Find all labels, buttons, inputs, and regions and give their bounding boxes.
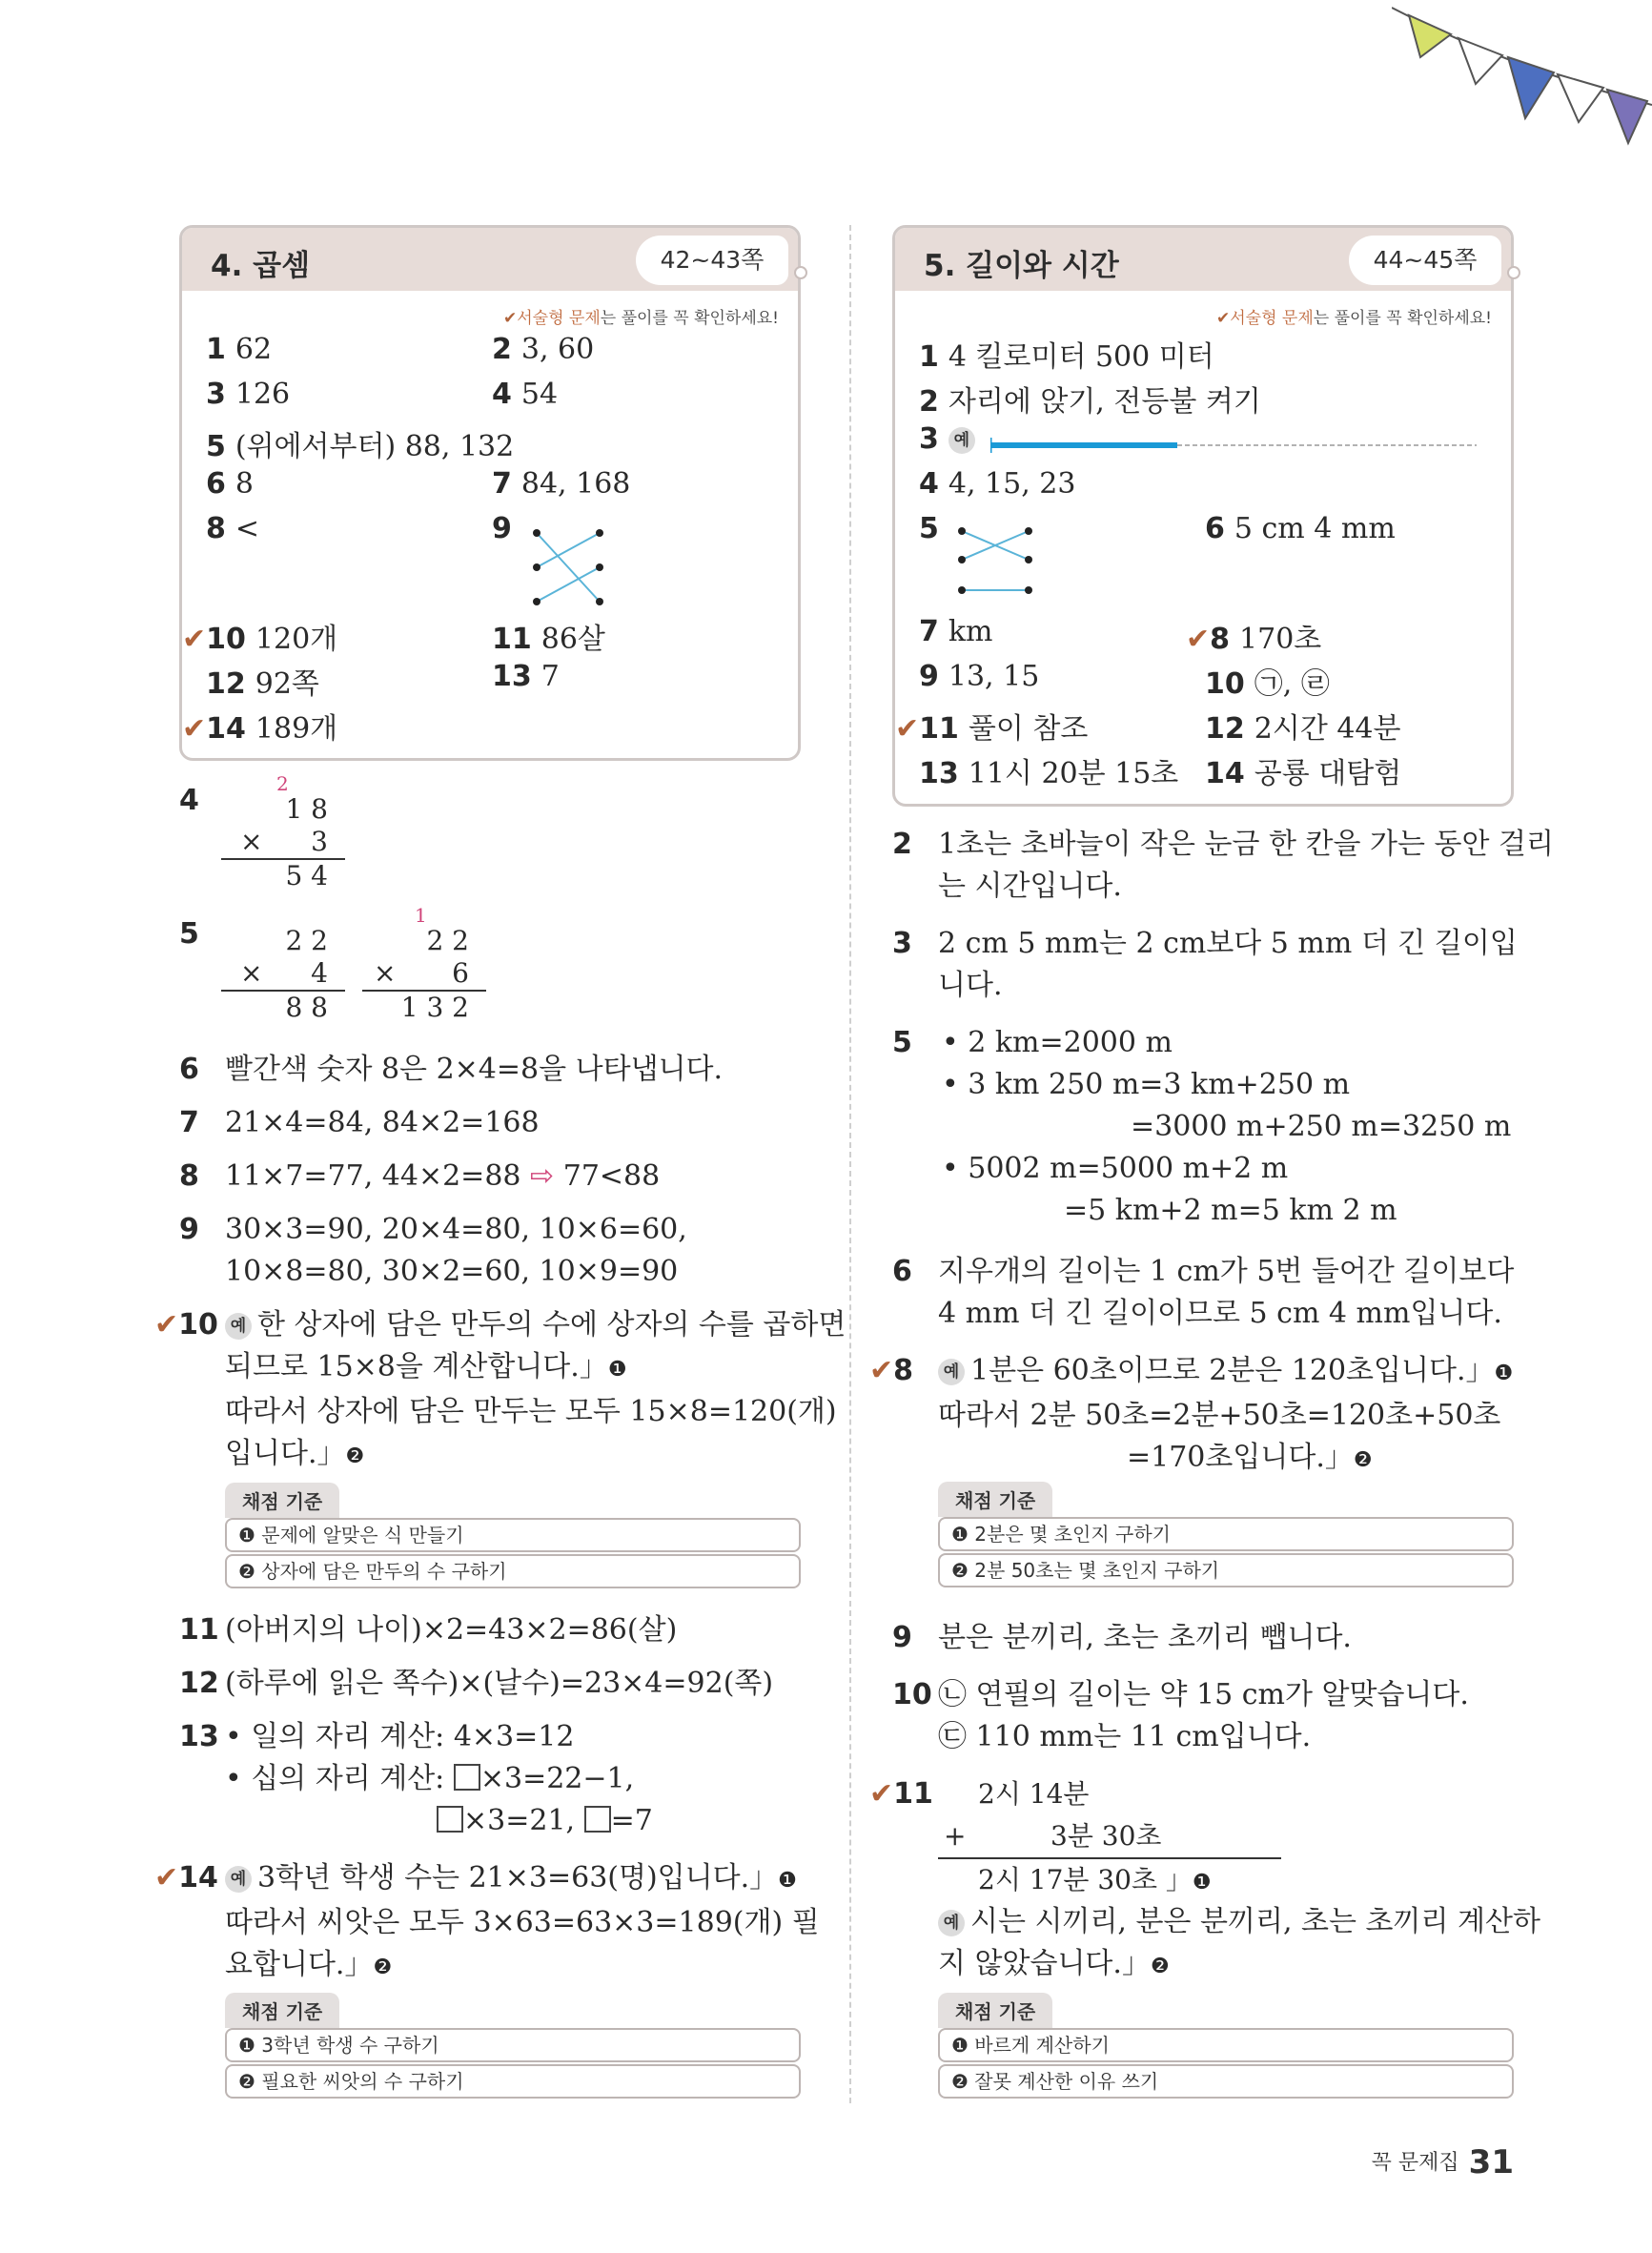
answer-9: 9 13, 15 xyxy=(919,660,1040,693)
solution-10: 10 ㉡ 연필의 길이는 약 15 cm가 알맞습니다. ㉢ 110 mm는 11 cm입니다. xyxy=(892,1678,1469,1753)
book-name: 꼭 문제집 xyxy=(1371,2151,1459,2175)
flag-white xyxy=(1458,38,1502,84)
solution-7: 7 21×4=84, 84×2=168 xyxy=(179,1106,540,1139)
solution-6: 6 지우개의 길이는 1 cm가 5번 들어간 길이보다 4 mm 더 긴 길이이므로 5 cm 4 mm입니다. xyxy=(892,1255,1515,1330)
answer-3: 3 예 xyxy=(919,422,981,456)
answer-7: 7 84, 168 xyxy=(492,467,631,501)
matching-diagram xyxy=(952,522,1038,598)
answer-8: ✔8 170초 xyxy=(1186,623,1322,656)
answer-2: 2 3, 60 xyxy=(492,333,595,366)
solution-11-calc: 2시 14분 + 3분 30초 2시 17분 30초 」❶ xyxy=(938,1773,1195,1904)
grading-table-10: 채점 기준 ❶ 문제에 알맞은 식 만들기 ❷ 상자에 담은 만두의 수 구하기 xyxy=(225,1483,801,1590)
grade-row-2: ❷ 잘못 계산한 이유 쓰기 xyxy=(938,2064,1514,2099)
box-title: 5. 길이와 시간 xyxy=(924,249,1119,283)
answer-7: 7 km xyxy=(919,615,993,648)
solution-6: 6 빨간색 숫자 8은 2×4=8을 나타냅니다. xyxy=(179,1053,724,1086)
grade-row-2: ❷ 2분 50초는 몇 초인지 구하기 xyxy=(938,1553,1514,1587)
box-header xyxy=(182,228,798,291)
answer-10: 10 ㉠, ㉣ xyxy=(1205,667,1330,701)
column-divider xyxy=(849,225,851,2103)
header-ring xyxy=(794,266,807,279)
answer-11: ✔11 풀이 참조 xyxy=(895,712,1089,746)
page-footer xyxy=(1372,2143,1514,2181)
answer-box-length-time xyxy=(892,225,1514,807)
answer-5: 5 (위에서부터) 88, 132 xyxy=(206,430,515,463)
grade-row-2: ❷ 상자에 담은 만두의 수 구하기 xyxy=(225,1554,801,1588)
answer-13: 13 7 xyxy=(492,660,560,693)
solution-4-calc: 2 1 8 × 3 5 4 xyxy=(221,774,345,892)
answer-13: 13 11시 20분 15초 xyxy=(919,757,1179,790)
answer-12: 12 2시간 44분 xyxy=(1205,712,1401,746)
solution-8: 8 11×7=77, 44×2=88 ⇨ 77<88 xyxy=(179,1159,661,1193)
solution-9: 9 30×3=90, 20×4=80, 10×6=60, 10×8=80, 30×2=60, 10×9=90 xyxy=(179,1213,687,1288)
solution-11: 11 (아버지의 나이)×2=43×2=86(살) xyxy=(179,1613,678,1647)
header-ring xyxy=(1507,266,1520,279)
answer-3: 3 126 xyxy=(206,378,291,411)
solution-9: 9 분은 분끼리, 초는 초끼리 뺍니다. xyxy=(892,1621,1352,1654)
answer-14: 14 공룡 대탐험 xyxy=(1205,757,1402,790)
flag-white-2 xyxy=(1558,74,1603,122)
solution-13: 13 • 일의 자리 계산: 4×3=12 • 십의 자리 계산: ×3=22−1, ×3=21, =7 xyxy=(179,1720,653,1837)
answer-4: 4 54 xyxy=(492,378,559,411)
blank-box xyxy=(584,1806,611,1833)
flag-purple xyxy=(1607,90,1647,143)
box-pages: 42~43쪽 xyxy=(636,236,788,285)
solution-8: ✔8 예 1분은 60초이므로 2분은 120초입니다.」❶ 따라서 2분 50초=2분+50초=120초+50초 =170초입니다.」❷ xyxy=(869,1354,1514,1474)
box-pages: 44~45쪽 xyxy=(1349,236,1501,285)
grade-row-1: ❶ 문제에 알맞은 식 만들기 xyxy=(225,1518,801,1552)
answer-6: 6 8 xyxy=(206,467,254,501)
grading-table-8: 채점 기준 ❶ 2분은 몇 초인지 구하기 ❷ 2분 50초는 몇 초인지 구하기 xyxy=(938,1482,1514,1589)
length-bar-diagram xyxy=(990,438,1477,453)
answer-14: ✔14 189개 xyxy=(182,712,338,746)
grade-row-1: ❶ 3학년 학생 수 구하기 xyxy=(225,2028,801,2062)
box-note: ✔서술형 문제는 풀이를 꼭 확인하세요! xyxy=(502,309,779,328)
answer-9: 9 xyxy=(492,512,512,545)
solution-2: 2 1초는 초바늘이 작은 눈금 한 칸을 가는 동안 걸리 는 시간입니다. xyxy=(892,828,1554,903)
bunting-decoration xyxy=(1392,0,1652,162)
flag-blue xyxy=(1508,57,1554,118)
solution-12: 12 (하루에 읽은 쪽수)×(날수)=23×4=92(쪽) xyxy=(179,1667,774,1700)
grade-row-1: ❶ 2분은 몇 초인지 구하기 xyxy=(938,1517,1514,1551)
box-header xyxy=(895,228,1511,291)
page-number: 31 xyxy=(1468,2143,1514,2181)
solution-5-calc-b: 1 2 2 × 6 1 3 2 xyxy=(362,906,486,1024)
solution-3: 3 2 cm 5 mm는 2 cm보다 5 mm 더 긴 길이입 니다. xyxy=(892,927,1518,1002)
box-note: ✔서술형 문제는 풀이를 꼭 확인하세요! xyxy=(1215,309,1492,328)
answer-1: 1 4 킬로미터 500 미터 xyxy=(919,340,1214,374)
answer-12: 12 92쪽 xyxy=(206,667,319,701)
answer-1: 1 62 xyxy=(206,333,273,366)
solution-5-calc-a: 2 2 × 4 8 8 xyxy=(221,925,345,1024)
blank-box xyxy=(454,1764,480,1791)
grade-row-1: ❶ 바르게 계산하기 xyxy=(938,2028,1514,2062)
solution-11-explain: 예 시는 시끼리, 분은 분끼리, 초는 초끼리 계산하 지 않았습니다.」❷ xyxy=(938,1905,1540,1980)
flag-yellow xyxy=(1409,15,1451,57)
answer-5: 5 xyxy=(919,512,939,545)
solution-5: 5 • 2 km=2000 m • 3 km 250 m=3 km+250 m =3000 m+250 m=3250 m • 5002 m=5000 m+2 m =5 km+2 m=5 km 2 m xyxy=(892,1026,1512,1227)
answer-2: 2 자리에 앉기, 전등불 켜기 xyxy=(919,385,1261,419)
grading-table-11: 채점 기준 ❶ 바르게 계산하기 ❷ 잘못 계산한 이유 쓰기 xyxy=(938,1993,1514,2100)
solution-10: ✔10 예 한 상자에 담은 만두의 수에 상자의 수를 곱하면 되므로 15×8을 계산합니다.」❶ 따라서 상자에 담은 만두는 모두 15×8=120(개) 입니다.」❷ xyxy=(154,1308,846,1470)
answer-10: ✔10 120개 xyxy=(182,623,338,656)
answer-4: 4 4, 15, 23 xyxy=(919,467,1076,501)
answer-6: 6 5 cm 4 mm xyxy=(1205,512,1396,545)
answer-box-multiplication xyxy=(179,225,801,761)
answer-8: 8 < xyxy=(206,512,260,545)
solution-14: ✔14 예 3학년 학생 수는 21×3=63(명)입니다.」❶ 따라서 씨앗은 모두 3×63=63×3=189(개) 필 요합니다.」❷ xyxy=(154,1861,820,1981)
answer-11: 11 86살 xyxy=(492,623,605,656)
grade-row-2: ❷ 필요한 씨앗의 수 구하기 xyxy=(225,2064,801,2099)
blank-box xyxy=(437,1806,463,1833)
box-title: 4. 곱셈 xyxy=(211,249,311,283)
grading-table-14: 채점 기준 ❶ 3학년 학생 수 구하기 ❷ 필요한 씨앗의 수 구하기 xyxy=(225,1993,801,2100)
matching-diagram xyxy=(525,523,611,609)
